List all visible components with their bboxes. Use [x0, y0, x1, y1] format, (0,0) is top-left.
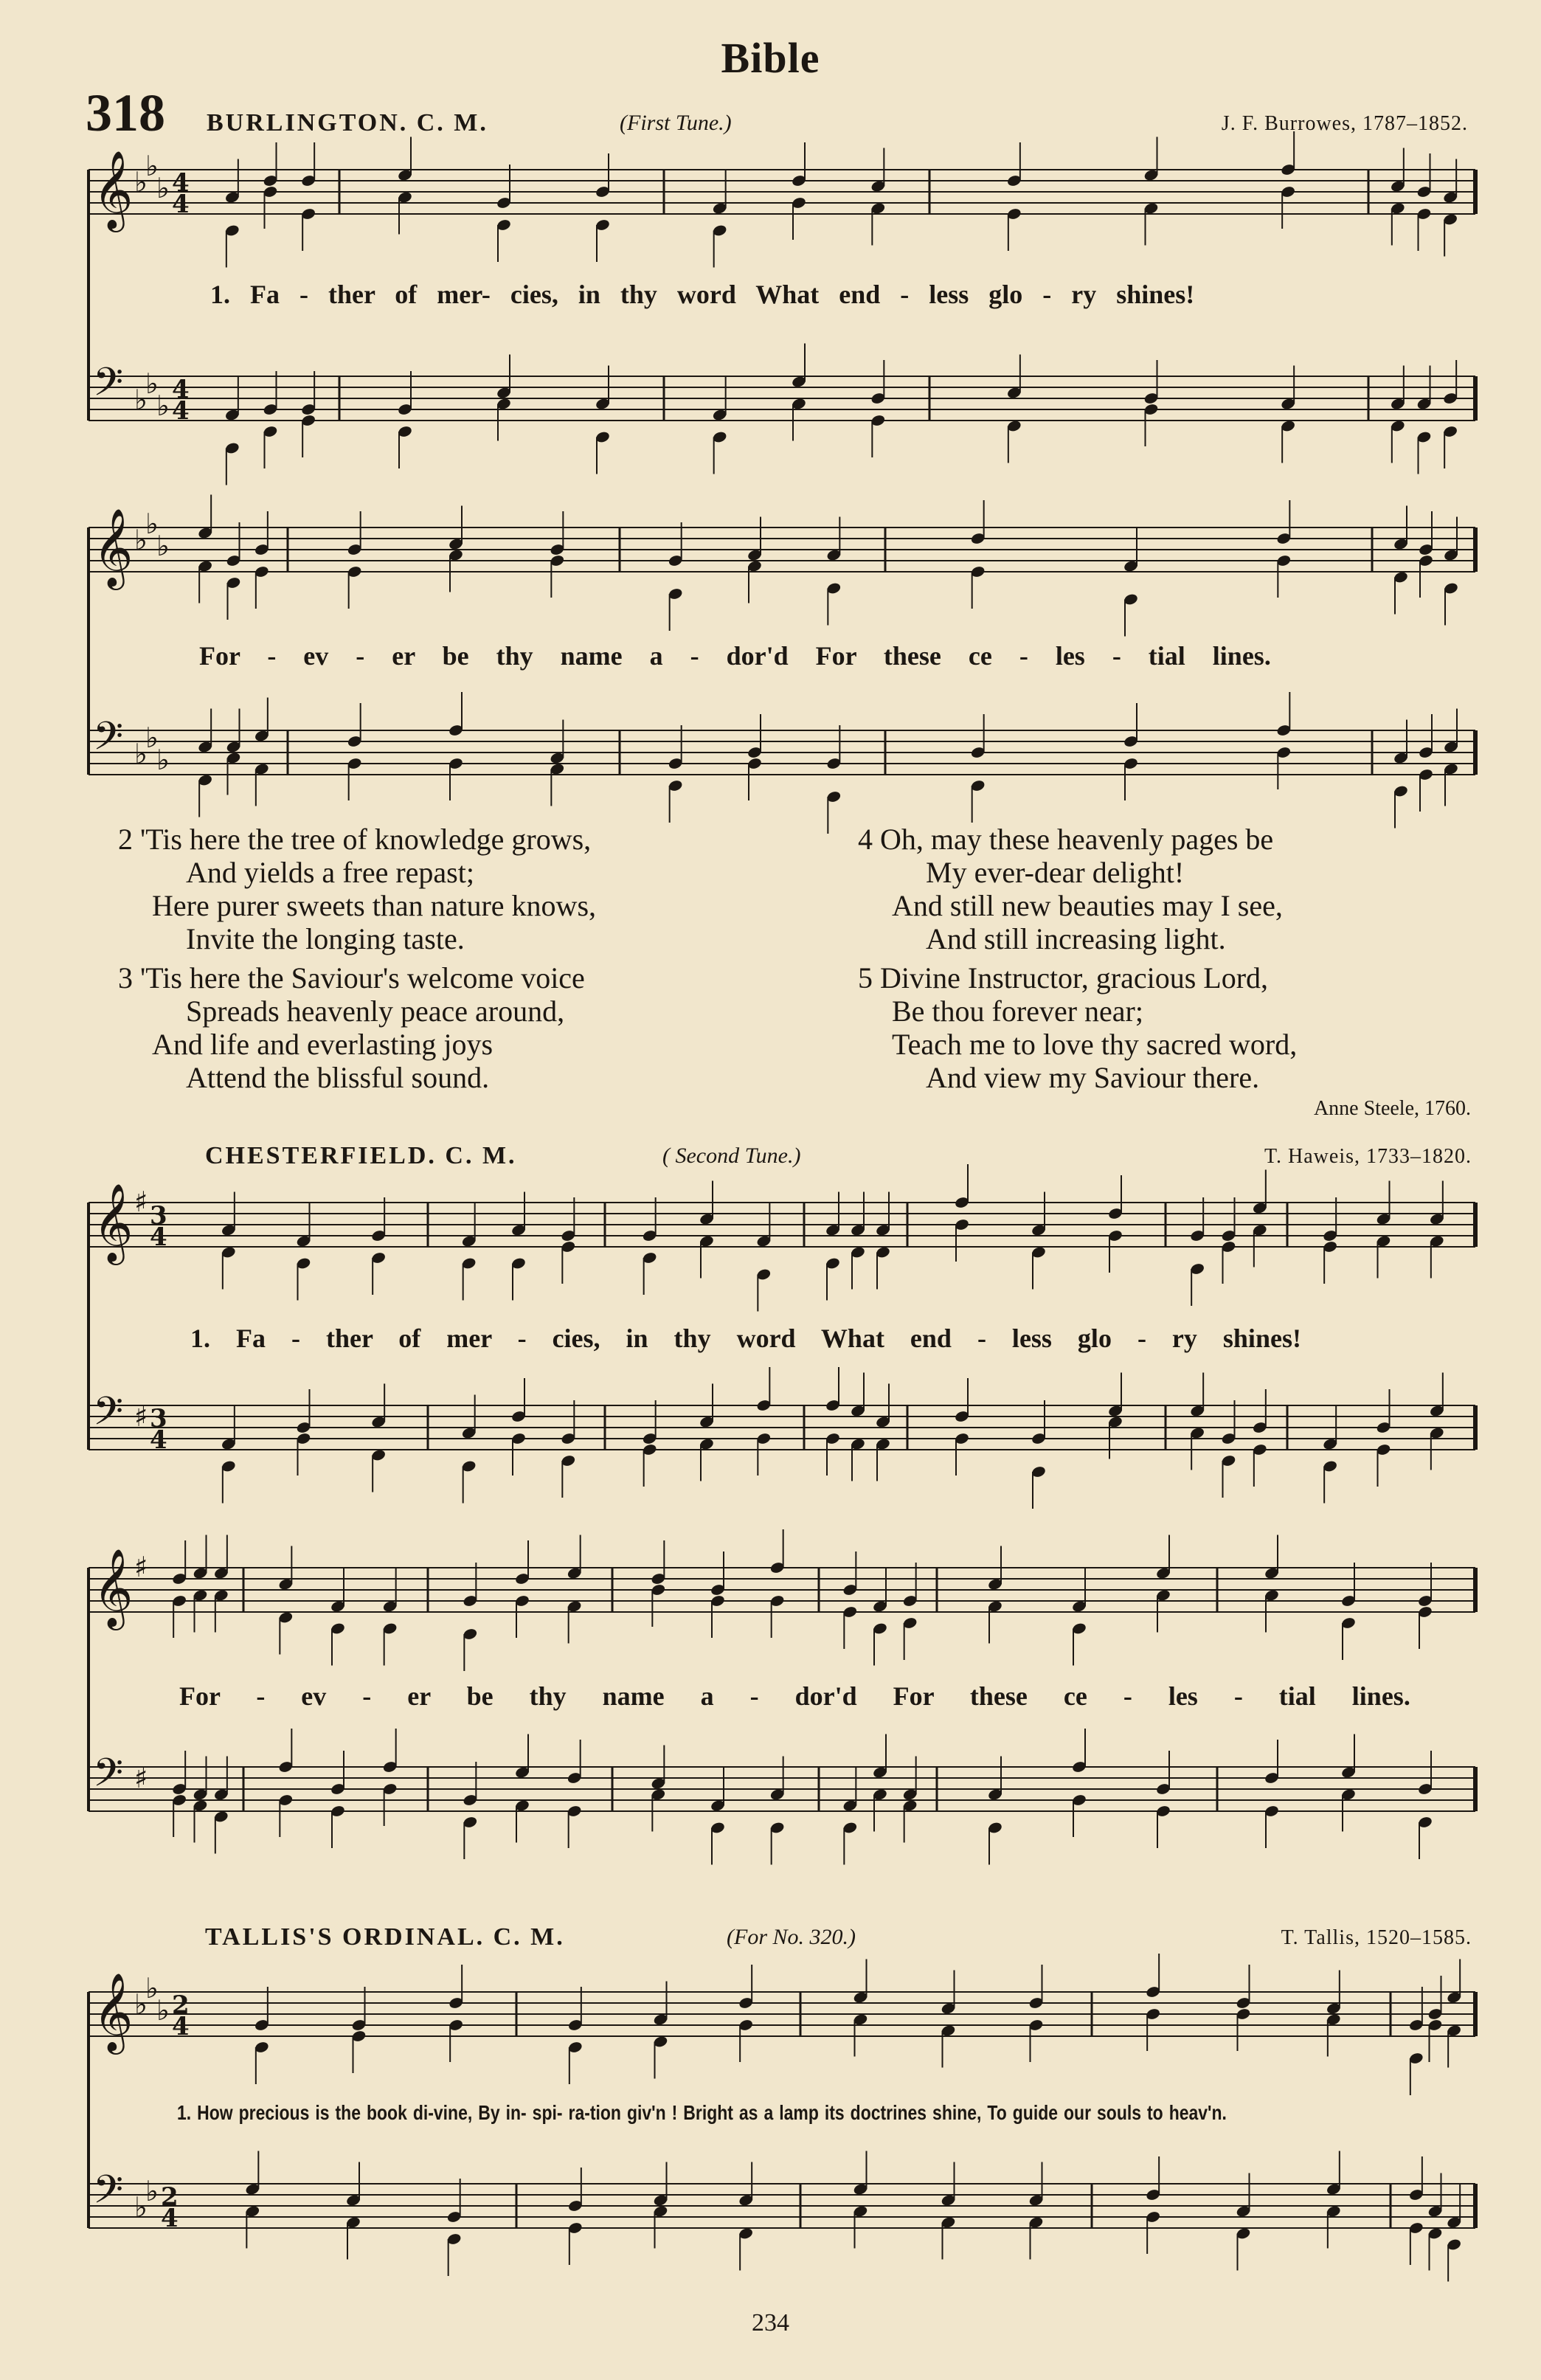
accidental-icon: ♯: [134, 1762, 148, 1794]
accidental-icon: ♭: [145, 2175, 159, 2207]
treble-clef-icon: 𝄞: [93, 1183, 134, 1262]
verse-line: And still increasing light.: [926, 922, 1226, 955]
verse-line: 3 'Tis here the Saviour's welcome voice: [118, 961, 585, 994]
time-signature-bottom: 4: [150, 1425, 167, 1455]
verse-line: My ever-dear delight!: [926, 856, 1185, 889]
time-signature-bottom: 4: [150, 1222, 167, 1252]
accidental-icon: ♯: [134, 1551, 148, 1583]
accidental-icon: ♭: [134, 2191, 148, 2224]
verse-line: And still new beauties may I see,: [892, 889, 1283, 922]
treble-clef-icon: 𝄞: [93, 150, 134, 229]
tune-note-first: (First Tune.): [620, 111, 732, 135]
tune-name-chesterfield: CHESTERFIELD. C. M.: [205, 1142, 517, 1169]
tune-note-for-320: (For No. 320.): [727, 1925, 856, 1949]
accidental-icon: ♭: [156, 390, 170, 422]
accidental-icon: ♭: [134, 524, 148, 556]
accidental-icon: ♭: [145, 1972, 159, 2004]
accidental-icon: ♭: [156, 530, 170, 562]
verses-left-column: [118, 823, 596, 1094]
lyrics-tallis-line1: 1. How precious is the book di-vine, By in- spi- ra-tion giv'n ! Bright as a lamp its doctrines shine, To guide our souls to heav'n.: [177, 2101, 1227, 2124]
accidental-icon: ♭: [145, 722, 159, 754]
page-title: Bible: [721, 34, 820, 82]
time-signature-top: 2: [172, 1990, 190, 2020]
time-signature-top: 4: [172, 375, 190, 404]
accidental-icon: ♭: [156, 744, 170, 776]
lyrics-chesterfield-line1: 1. Fa - ther of mer - cies, in thy word What end - less glo - ry shines!: [190, 1324, 1301, 1353]
time-signature-top: 3: [150, 1404, 167, 1433]
accidental-icon: ♭: [134, 1988, 148, 2021]
verse-line: Be thou forever near;: [892, 994, 1143, 1028]
verse-line: Teach me to love thy sacred word,: [892, 1028, 1298, 1061]
verse-line: Attend the blissful sound.: [186, 1061, 490, 1094]
verse-line: 2 'Tis here the tree of knowledge grows,: [118, 823, 592, 856]
tune-name-tallis: TALLIS'S ORDINAL. C. M.: [205, 1923, 565, 1951]
tune-note-second: ( Second Tune.): [662, 1144, 801, 1168]
verse-line: And yields a free repast;: [186, 856, 474, 889]
time-signature-top: 2: [161, 2182, 179, 2212]
bass-clef-icon: 𝄢: [93, 714, 124, 769]
time-signature-bottom: 4: [172, 190, 190, 219]
lyrics-chesterfield-line2: For - ev - er be thy name a - dor'd For these ce - les - tial lines.: [179, 1681, 1410, 1711]
treble-clef-icon: 𝄞: [93, 508, 134, 587]
verse-line: And life and everlasting joys: [152, 1028, 494, 1061]
accidental-icon: ♯: [134, 1400, 148, 1433]
verse-line: Invite the longing taste.: [186, 922, 465, 955]
hymn-number: 318: [86, 83, 165, 142]
tune-name-burlington: BURLINGTON. C. M.: [207, 109, 488, 136]
time-signature-bottom: 4: [172, 396, 190, 426]
time-signature-bottom: 4: [161, 2204, 179, 2233]
accidental-icon: ♭: [145, 367, 159, 400]
verses-right-column: [858, 823, 1297, 1094]
bass-clef-icon: 𝄢: [93, 360, 124, 415]
verse-line: And view my Saviour there.: [926, 1061, 1260, 1094]
accidental-icon: ♭: [134, 166, 148, 198]
verse-line: Spreads heavenly peace around,: [186, 994, 565, 1028]
accidental-icon: ♭: [156, 1994, 170, 2027]
page-number: 234: [752, 2309, 789, 2336]
time-signature-top: 3: [150, 1201, 167, 1231]
accidental-icon: ♭: [145, 508, 159, 540]
treble-clef-icon: 𝄞: [93, 1548, 134, 1627]
bass-clef-icon: 𝄢: [93, 2168, 124, 2222]
verse-author: Anne Steele, 1760.: [1313, 1097, 1471, 1120]
verse-line: 5 Divine Instructor, gracious Lord,: [858, 961, 1269, 994]
composer-tallis: T. Tallis, 1520–1585.: [1281, 1926, 1472, 1949]
verse-line: Here purer sweets than nature knows,: [152, 889, 597, 922]
accidental-icon: ♭: [134, 384, 148, 416]
lyrics-burlington-line1: 1. Fa - ther of mer- cies, in thy word What end - less glo - ry shines!: [210, 280, 1195, 309]
bass-clef-icon: 𝄢: [93, 1389, 124, 1444]
accidental-icon: ♯: [134, 1186, 148, 1218]
verse-line: 4 Oh, may these heavenly pages be: [858, 823, 1274, 856]
treble-clef-icon: 𝄞: [93, 1972, 134, 2051]
composer-haweis: T. Haweis, 1733–1820.: [1264, 1145, 1472, 1168]
composer-burrowes: J. F. Burrowes, 1787–1852.: [1221, 112, 1468, 135]
accidental-icon: ♭: [134, 738, 148, 770]
accidental-icon: ♭: [156, 172, 170, 204]
accidental-icon: ♭: [145, 150, 159, 182]
time-signature-top: 4: [172, 168, 190, 198]
lyrics-burlington-line2: For - ev - er be thy name a - dor'd For these ce - les - tial lines.: [199, 641, 1271, 671]
time-signature-bottom: 4: [172, 2012, 190, 2041]
bass-clef-icon: 𝄢: [93, 1751, 124, 1805]
